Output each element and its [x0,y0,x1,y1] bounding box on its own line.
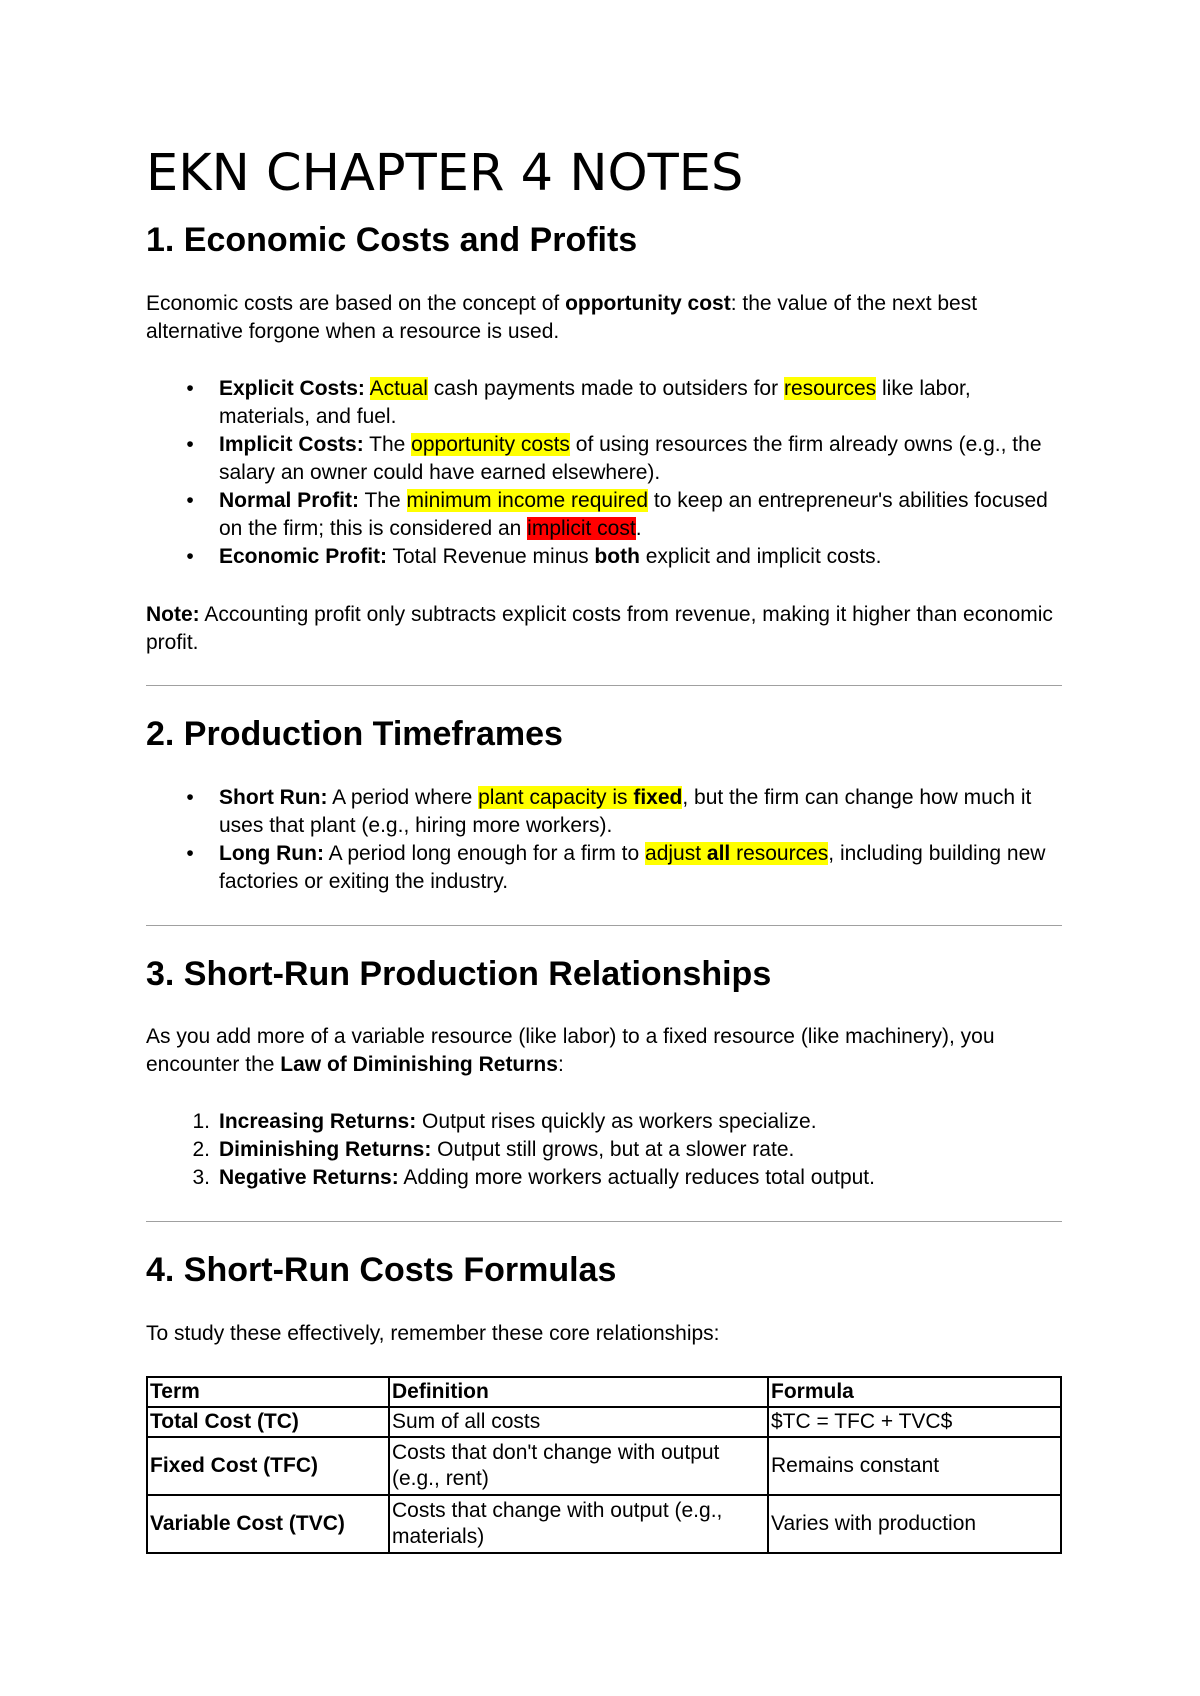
list-item-normal-profit: • Normal Profit: The minimum income required to keep an entrepreneur's abilities focused on the firm; this is considered an implicit cost. [146,487,1062,543]
section-3-heading: 3. Short-Run Production Relationships [146,955,772,993]
table-cell: Variable Cost (TVC) [147,1495,389,1553]
table-header-cell: Term [147,1377,389,1407]
bullet-icon: • [186,842,194,865]
table-cell: Remains constant [768,1437,1061,1495]
list-item-increasing-returns: 1. Increasing Returns: Output rises quickly as workers specialize. [192,1110,817,1133]
section-4-intro: To study these effectively, remember these core relationships: [146,1322,720,1345]
divider [146,925,1062,926]
table-row [147,1407,1061,1437]
list-item-short-run: • Short Run: A period where plant capacity is fixed, but the firm can change how much it uses that plant (e.g., hiring more workers). [146,784,1062,840]
section-1-note: Note: Accounting profit only subtracts explicit costs from revenue, making it higher than economic profit. [146,603,1053,654]
table-cell: Costs that don't change with output (e.g., rent) [389,1437,768,1495]
list-item-diminishing-returns: 2. Diminishing Returns: Output still grows, but at a slower rate. [192,1138,795,1161]
table-header-cell: Formula [768,1377,1061,1407]
document-title: EKN CHAPTER 4 NOTES [146,144,744,203]
table-cell: Total Cost (TC) [147,1407,389,1437]
bullet-icon: • [186,786,194,809]
section-1-list [146,375,1062,571]
list-item-negative-returns: 3. Negative Returns: Adding more workers actually reduces total output. [192,1166,875,1189]
bullet-icon: • [186,545,194,568]
divider [146,685,1062,686]
cost-formulas-table [146,1376,1062,1554]
table-cell: Fixed Cost (TFC) [147,1437,389,1495]
section-1-intro: Economic costs are based on the concept of opportunity cost: the value of the next best alternative forgone when a resource is used. [146,292,978,343]
table-header-row [147,1377,1061,1407]
table-row [147,1437,1061,1495]
list-item-implicit-costs: • Implicit Costs: The opportunity costs of using resources the firm already owns (e.g., the salary an owner could have earned elsewhere). [146,431,1062,487]
table-cell: $TC = TFC + TVC$ [768,1407,1061,1437]
section-3-list [146,1108,1062,1192]
bullet-icon: • [186,377,194,400]
section-2-heading: 2. Production Timeframes [146,715,563,753]
table-header-cell: Definition [389,1377,768,1407]
section-3-intro: As you add more of a variable resource (like labor) to a fixed resource (like machinery), you encounter the Law of Diminishing Returns: [146,1025,995,1076]
table-cell: Varies with production [768,1495,1061,1553]
list-item-long-run: • Long Run: A period long enough for a firm to adjust all resources, including building new factories or exiting the industry. [146,840,1062,896]
bullet-icon: • [186,489,194,512]
divider [146,1221,1062,1222]
table-cell: Sum of all costs [389,1407,768,1437]
list-item-economic-profit: • Economic Profit: Total Revenue minus both explicit and implicit costs. [146,543,1062,571]
table-cell: Costs that change with output (e.g., materials) [389,1495,768,1553]
section-4-heading: 4. Short-Run Costs Formulas [146,1251,617,1289]
bullet-icon: • [186,433,194,456]
list-item-explicit-costs: • Explicit Costs: Actual cash payments made to outsiders for resources like labor, materials, and fuel. [146,375,1062,431]
table-row [147,1495,1061,1553]
section-2-list [146,784,1062,896]
section-1-heading: 1. Economic Costs and Profits [146,221,638,259]
